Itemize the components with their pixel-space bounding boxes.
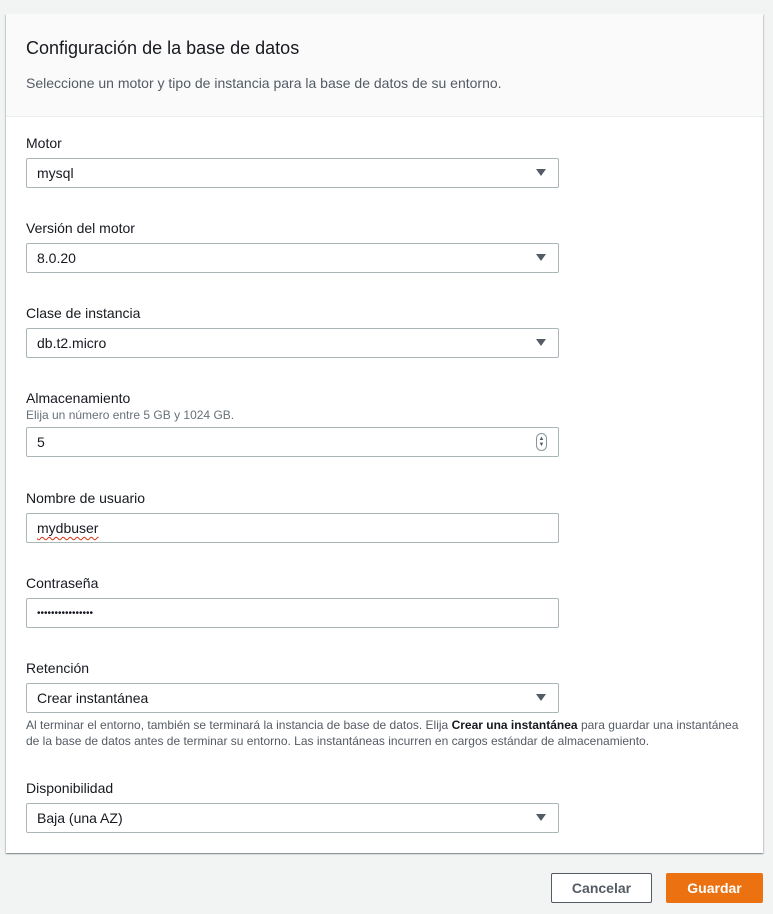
caret-down-icon [536,254,546,261]
engine-version-field [26,220,559,273]
engine-version-select[interactable] [26,243,559,273]
motor-field [26,135,559,188]
instance-class-select[interactable] [26,328,559,358]
panel-title: Configuración de la base de datos [26,38,300,58]
engine-version-label: Versión del motor [26,220,135,236]
motor-value: mysql [37,165,74,181]
password-value: •••••••••••••••• [37,607,94,619]
cancel-button[interactable]: Cancelar [551,873,652,903]
availability-field [26,780,559,833]
instance-class-value: db.t2.micro [37,335,107,351]
number-stepper-icon[interactable]: ▲ ▼ [536,433,547,451]
retention-field [26,660,559,713]
storage-field [26,390,559,457]
storage-hint: Elija un número entre 5 GB y 1024 GB. [26,408,235,422]
password-input[interactable] [26,598,559,628]
password-field [26,575,559,628]
storage-value: 5 [37,434,45,450]
password-label: Contraseña [26,575,99,591]
instance-class-field [26,305,559,358]
save-button[interactable]: Guardar [666,873,763,903]
retention-help-bold: Crear una instantánea [451,718,578,732]
storage-label: Almacenamiento [26,390,131,406]
retention-label: Retención [26,660,90,676]
username-value: mydbuser [37,520,99,536]
caret-down-icon [536,694,546,701]
retention-select[interactable] [26,683,559,713]
retention-help-before: Al terminar el entorno, también se terminará la instancia de base de datos. Elija [26,718,452,732]
username-field [26,490,559,543]
retention-help-after: para guardar una instantánea de la base de datos antes de terminar su entorno. Las instantáneas incurren en cargos estándar de almacenamiento. [26,718,739,748]
database-config-panel [6,14,763,853]
panel-header [6,14,763,117]
retention-value: Crear instantánea [37,690,149,706]
retention-help-text [26,717,746,749]
username-label: Nombre de usuario [26,490,146,506]
storage-input[interactable] [26,427,559,457]
availability-label: Disponibilidad [26,780,114,796]
username-input[interactable] [26,513,559,543]
caret-down-icon [536,339,546,346]
panel-description: Seleccione un motor y tipo de instancia para la base de datos de su entorno. [26,75,502,91]
motor-select[interactable] [26,158,559,188]
availability-select[interactable] [26,803,559,833]
motor-label: Motor [26,135,62,151]
caret-down-icon [536,814,546,821]
availability-value: Baja (una AZ) [37,810,123,826]
engine-version-value: 8.0.20 [37,250,76,266]
instance-class-label: Clase de instancia [26,305,141,321]
caret-down-icon [536,169,546,176]
